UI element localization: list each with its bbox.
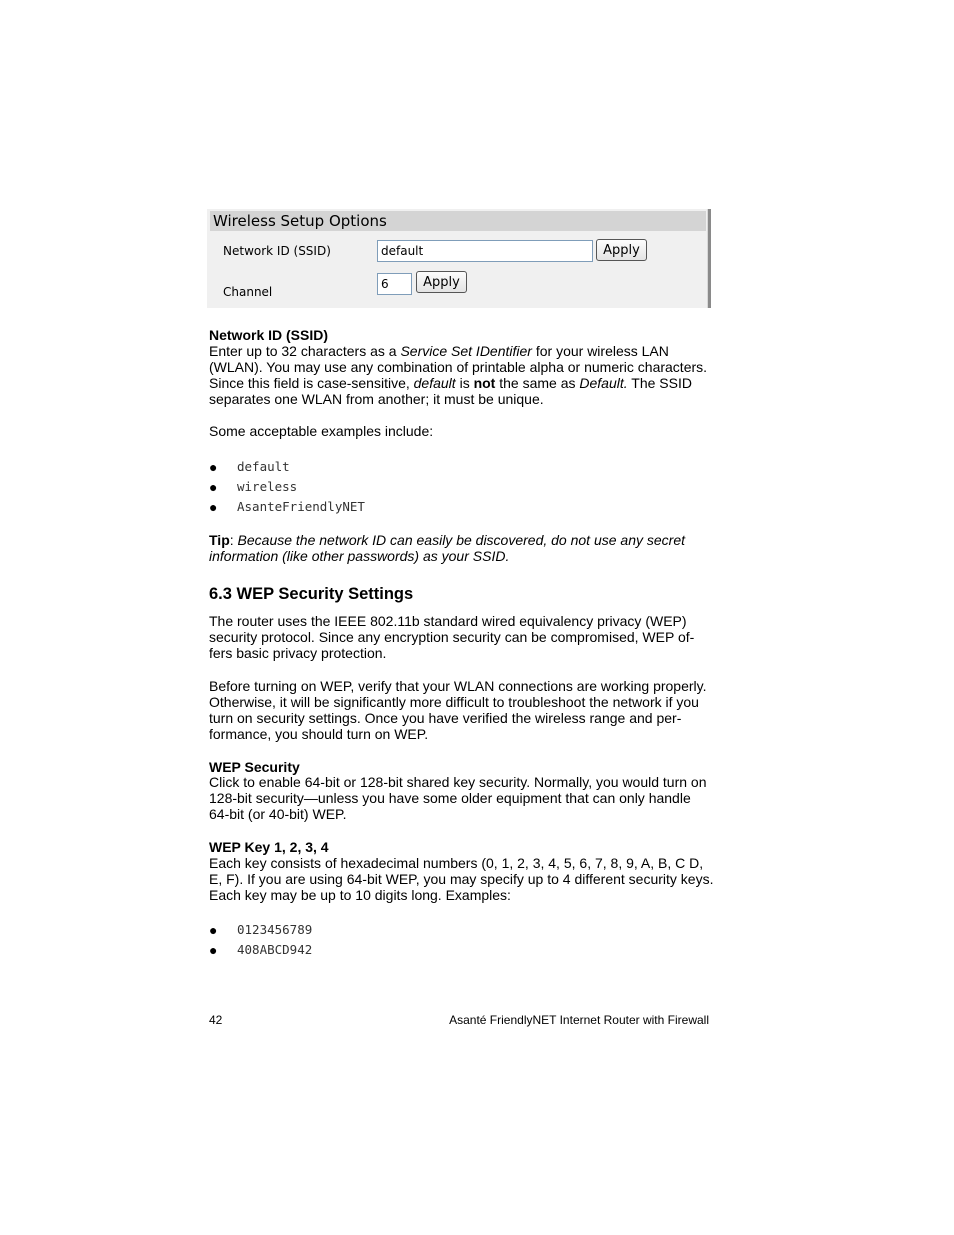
- wep-security-heading: WEP Security: [209, 759, 300, 775]
- page-number: 42: [209, 1013, 223, 1027]
- ssid-input[interactable]: [377, 240, 593, 262]
- section-heading: 6.3 WEP Security Settings: [209, 585, 414, 603]
- ssid-heading: Network ID (SSID): [209, 327, 329, 343]
- channel-input[interactable]: [377, 273, 412, 295]
- tip: Tip: Because the network ID can easily be discovered, do not use any secret information (like other passwords) as your SSID.: [209, 532, 686, 564]
- ssid-description: Enter up to 32 characters as a Service Set IDentifier for your wireless LAN (WLAN). You may use any combination of printable alpha or numeric characters. Since this field is case-sensitive, default is not the same as Default. The SSID separates one WLAN from another; it must be unique.: [209, 343, 708, 407]
- wep-intro: The router uses the IEEE 802.11b standard wired equivalency privacy (WEP) security protocol. Since any encryption security can be compromised, WEP of-fers basic privacy protection.: [209, 613, 695, 661]
- wep-key-text: Each key consists of hexadecimal numbers (0, 1, 2, 3, 4, 5, 6, 7, 8, 9, A, B, C D, E, F). If you are using 64-bit WEP, you may specify up to 4 different security keys. Each key may be up to 10 digits long. Examples:: [209, 855, 714, 903]
- panel-title: Wireless Setup Options: [210, 211, 706, 231]
- ssid-apply-button[interactable]: Apply: [596, 239, 647, 261]
- ssid-examples-intro: Some acceptable examples include:: [209, 423, 434, 439]
- footer-title: Asanté FriendlyNET Internet Router with Firewall: [449, 1013, 709, 1027]
- wep-before-text: Before turning on WEP, verify that your WLAN connections are working properly. Otherwise, it will be significantly more difficult to troubleshoot the network if you turn on security settings. Once you have verified the wireless range and per-formance, you should turn on WEP.: [209, 678, 707, 742]
- ssid-label: Network ID (SSID): [223, 244, 331, 258]
- channel-label: Channel: [223, 285, 273, 299]
- panel-scrollbar-edge: [707, 209, 711, 308]
- channel-apply-button[interactable]: Apply: [416, 271, 467, 293]
- wep-key-heading: WEP Key 1, 2, 3, 4: [209, 839, 329, 855]
- wireless-setup-panel: [207, 209, 711, 308]
- wep-security-text: Click to enable 64-bit or 128-bit shared key security. Normally, you would turn on 128-bit security—unless you have some older equipment that can only handle 64-bit (or 40-bit) WEP.: [209, 774, 707, 822]
